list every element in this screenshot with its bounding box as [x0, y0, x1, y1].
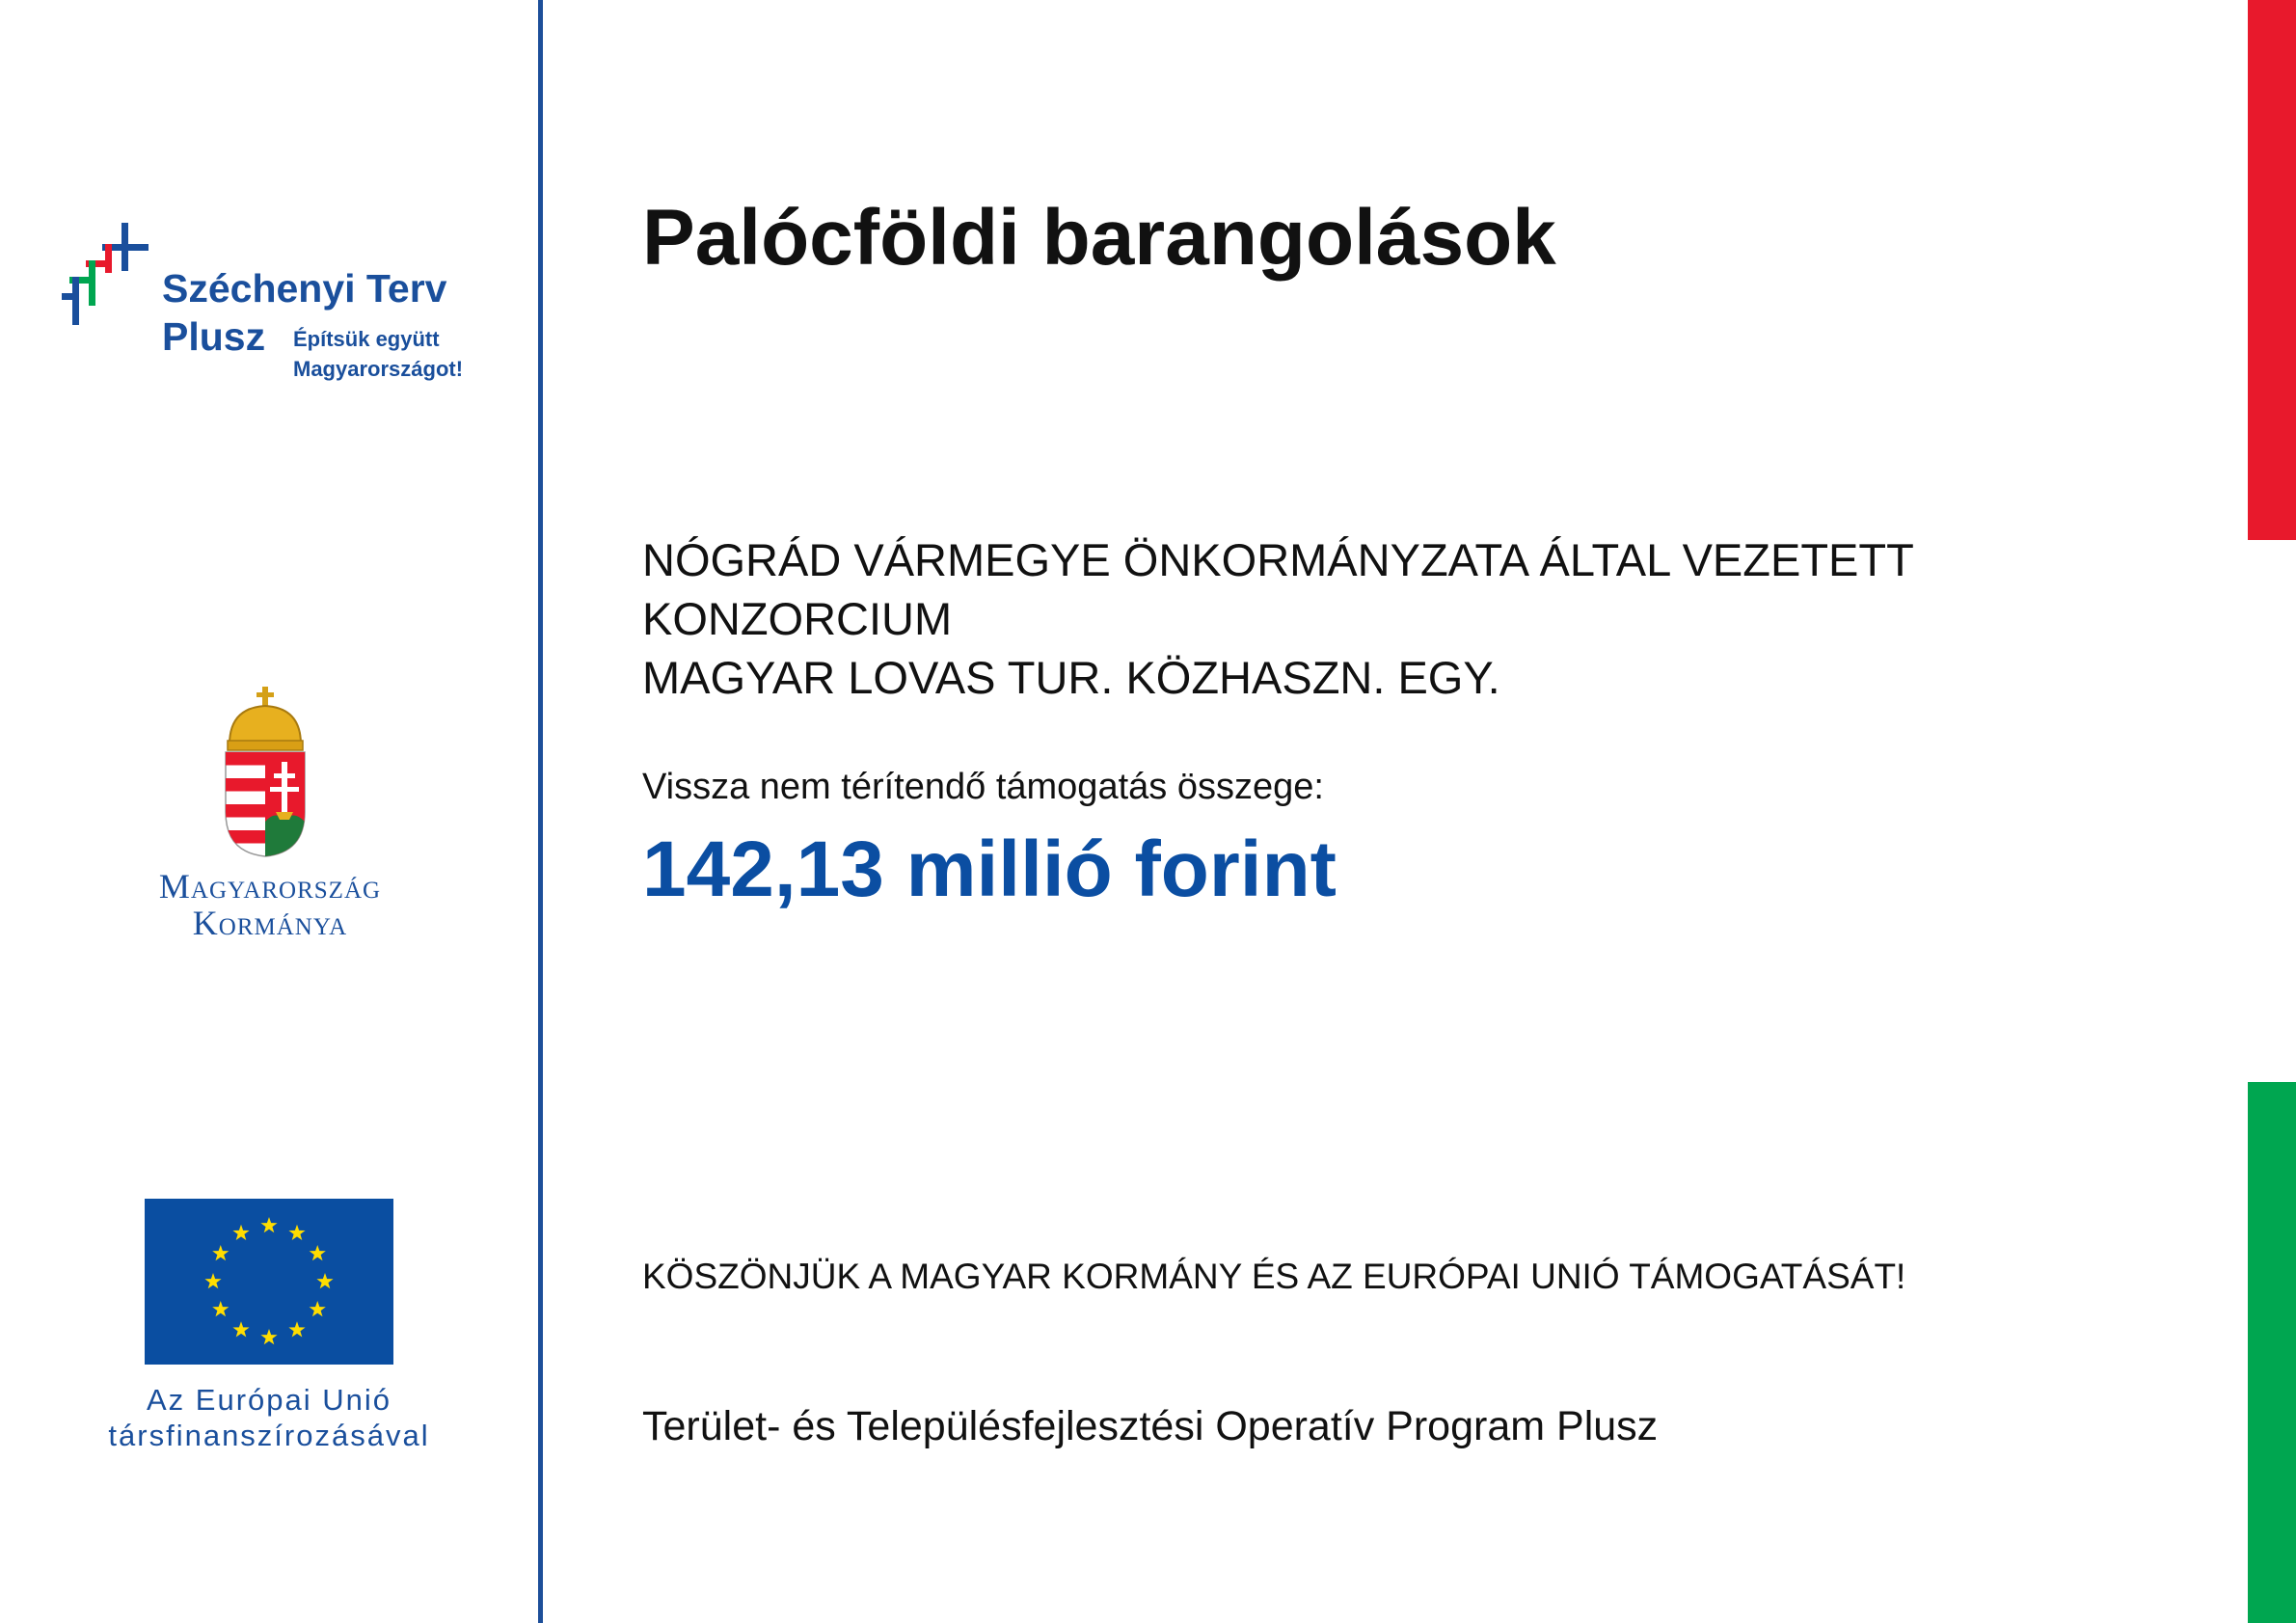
vertical-divider	[538, 0, 543, 1623]
szechenyi-terv-logo	[62, 214, 486, 397]
eu-text-line1: Az Európai Unió	[146, 1383, 392, 1417]
szechenyi-cross-icon	[62, 219, 168, 325]
szechenyi-tagline-line1: Építsük együtt	[293, 327, 440, 351]
szechenyi-tagline-line2: Magyarországot!	[293, 357, 464, 381]
szechenyi-tagline	[293, 324, 463, 384]
flag-red-stripe	[2248, 0, 2296, 540]
beneficiary-line: NÓGRÁD VÁRMEGYE ÖNKORMÁNYZATA ÁLTAL VEZETETT	[642, 534, 1914, 585]
szechenyi-title-line1: Széchenyi Terv	[162, 266, 447, 311]
government-name-line1: Magyarország	[158, 867, 382, 906]
grant-amount: 142,13 millió forint	[642, 825, 1337, 913]
government-name	[96, 868, 444, 941]
eu-cofinancing-text	[58, 1382, 480, 1453]
project-title: Palócföldi barangolások	[642, 194, 1556, 282]
government-name-line2: Kormánya	[192, 904, 348, 942]
flag-green-stripe	[2248, 1082, 2296, 1623]
thanks-text: KÖSZÖNJÜK A MAGYAR KORMÁNY ÉS AZ EURÓPAI UNIÓ TÁMOGATÁSÁT!	[642, 1257, 1906, 1296]
beneficiary-line: MAGYAR LOVAS TUR. KÖZHASZN. EGY.	[642, 652, 1500, 703]
hungarian-coat-of-arms-icon	[222, 687, 309, 860]
eu-flag-icon	[145, 1199, 393, 1365]
szechenyi-title-line2: Plusz	[162, 314, 266, 359]
eu-text-line2: társfinanszírozásával	[108, 1419, 430, 1452]
grant-label: Vissza nem térítendő támogatás összege:	[642, 767, 1324, 807]
beneficiary-line: KONZORCIUM	[642, 593, 953, 644]
program-name: Terület- és Településfejlesztési Operatív Program Plusz	[642, 1403, 1659, 1449]
beneficiary-block	[642, 530, 1914, 707]
